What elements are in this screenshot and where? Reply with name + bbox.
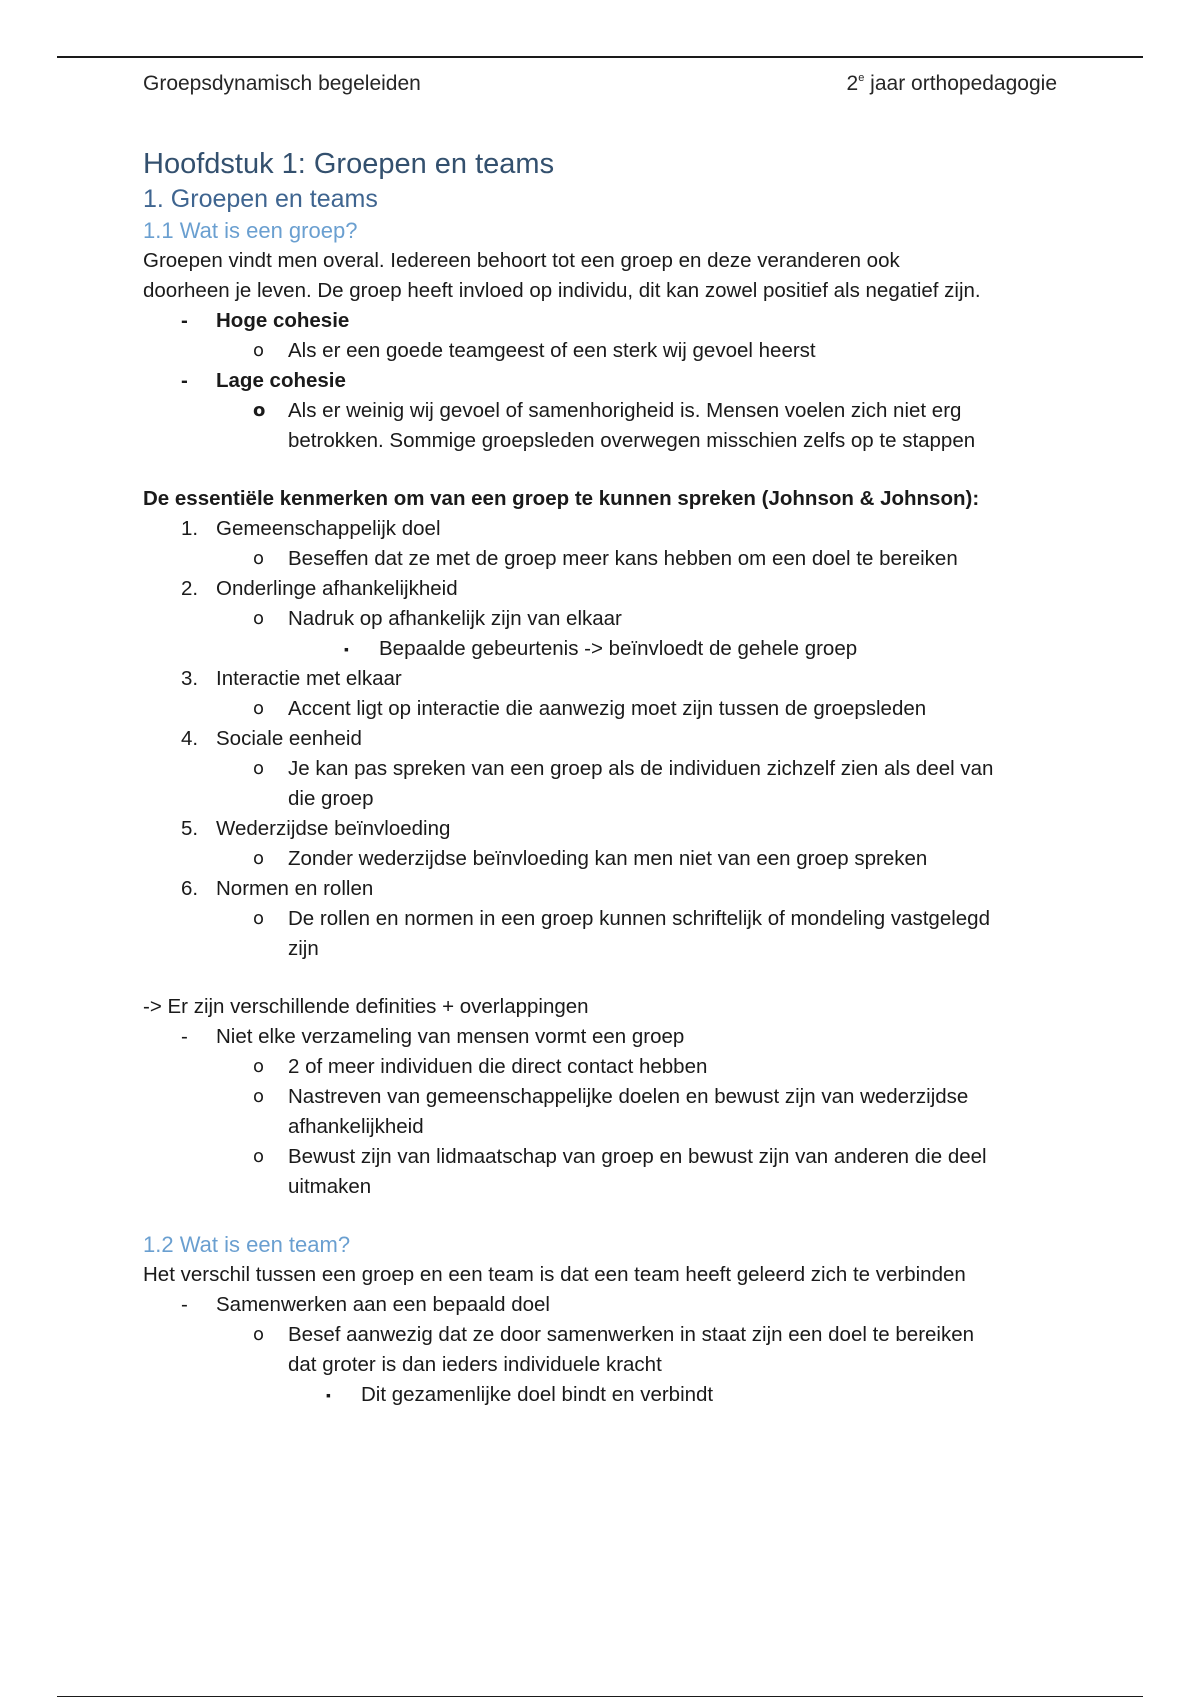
header-rule bbox=[57, 56, 1143, 58]
list-subitem-continuation: uitmaken bbox=[288, 1175, 372, 1198]
subsection-title-team: 1.2 Wat is een team? bbox=[143, 1232, 351, 1257]
list-subitem-continuation: zijn bbox=[288, 937, 319, 960]
list-subitem: o Accent ligt op interactie die aanwezig moet zijn tussen de groepsleden bbox=[253, 697, 927, 720]
list-item: - Niet elke verzameling van mensen vormt een groep bbox=[181, 1025, 685, 1048]
subsection-title-groep: 1.1 Wat is een groep? bbox=[143, 218, 358, 243]
footer-rule bbox=[57, 1696, 1143, 1697]
list-subitem: o 2 of meer individuen die direct contact hebben bbox=[253, 1055, 708, 1078]
features-heading: De essentiële kenmerken om van een groep te kunnen spreken (Johnson & Johnson): bbox=[143, 487, 980, 510]
numbered-item: 5. Wederzijdse beïnvloeding bbox=[181, 817, 451, 840]
list-item-hoge-cohesie: - Hoge cohesie bbox=[181, 309, 350, 332]
list-subitem: o Bewust zijn van lidmaatschap van groep en bewust zijn van anderen die deel bbox=[253, 1145, 987, 1168]
list-subitem: o Nastreven van gemeenschappelijke doelen en bewust zijn van wederzijdse bbox=[253, 1085, 969, 1108]
list-item-lage-cohesie: - Lage cohesie bbox=[181, 369, 346, 392]
definitions-line: -> Er zijn verschillende definities + overlappingen bbox=[143, 995, 589, 1018]
paragraph: doorheen je leven. De groep heeft invloed op individu, dit kan zowel positief als negatief zijn. bbox=[143, 279, 981, 302]
header-year: 2e jaar orthopedagogie bbox=[846, 72, 1057, 95]
list-subsubitem: ▪ Bepaalde gebeurtenis -> beïnvloedt de gehele groep bbox=[344, 637, 858, 660]
list-subitem-continuation: betrokken. Sommige groepsleden overwegen misschien zelfs op te stappen bbox=[288, 429, 976, 452]
list-subitem-continuation: afhankelijkheid bbox=[288, 1115, 424, 1138]
document-body bbox=[143, 146, 1057, 1410]
list-subitem: o Besef aanwezig dat ze door samenwerken in staat zijn een doel te bereiken bbox=[253, 1323, 975, 1346]
list-subitem: o Beseffen dat ze met de groep meer kans hebben om een doel te bereiken bbox=[253, 547, 958, 570]
list-item: - Samenwerken aan een bepaald doel bbox=[181, 1293, 550, 1316]
page-header bbox=[143, 72, 1057, 100]
list-subitem: o Zonder wederzijdse beïnvloeding kan men niet van een groep spreken bbox=[253, 847, 928, 870]
list-subitem-continuation: die groep bbox=[288, 787, 374, 810]
numbered-item: 4. Sociale eenheid bbox=[181, 727, 362, 750]
header-course-title: Groepsdynamisch begeleiden bbox=[143, 72, 421, 95]
paragraph: Het verschil tussen een groep en een team is dat een team heeft geleerd zich te verbinden bbox=[143, 1263, 966, 1286]
list-subitem: o De rollen en normen in een groep kunnen schriftelijk of mondeling vastgelegd bbox=[253, 907, 990, 930]
numbered-item: 1. Gemeenschappelijk doel bbox=[181, 517, 441, 540]
numbered-item: 3. Interactie met elkaar bbox=[181, 667, 402, 690]
list-subitem-continuation: dat groter is dan ieders individuele kracht bbox=[288, 1353, 662, 1376]
numbered-item: 2. Onderlinge afhankelijkheid bbox=[181, 577, 458, 600]
chapter-title: Hoofdstuk 1: Groepen en teams bbox=[143, 148, 555, 180]
list-subitem: o Als er weinig wij gevoel of samenhorigheid is. Mensen voelen zich niet erg bbox=[253, 399, 962, 422]
list-subsubitem: ▪ Dit gezamenlijke doel bindt en verbindt bbox=[326, 1383, 714, 1406]
list-subitem: o Als er een goede teamgeest of een sterk wij gevoel heerst bbox=[253, 339, 816, 362]
paragraph: Groepen vindt men overal. Iedereen behoort tot een groep en deze veranderen ook bbox=[143, 249, 900, 272]
numbered-item: 6. Normen en rollen bbox=[181, 877, 374, 900]
list-subitem: o Je kan pas spreken van een groep als de individuen zichzelf zien als deel van bbox=[253, 757, 994, 780]
list-subitem: o Nadruk op afhankelijk zijn van elkaar bbox=[253, 607, 622, 630]
section-title: 1. Groepen en teams bbox=[143, 185, 378, 213]
